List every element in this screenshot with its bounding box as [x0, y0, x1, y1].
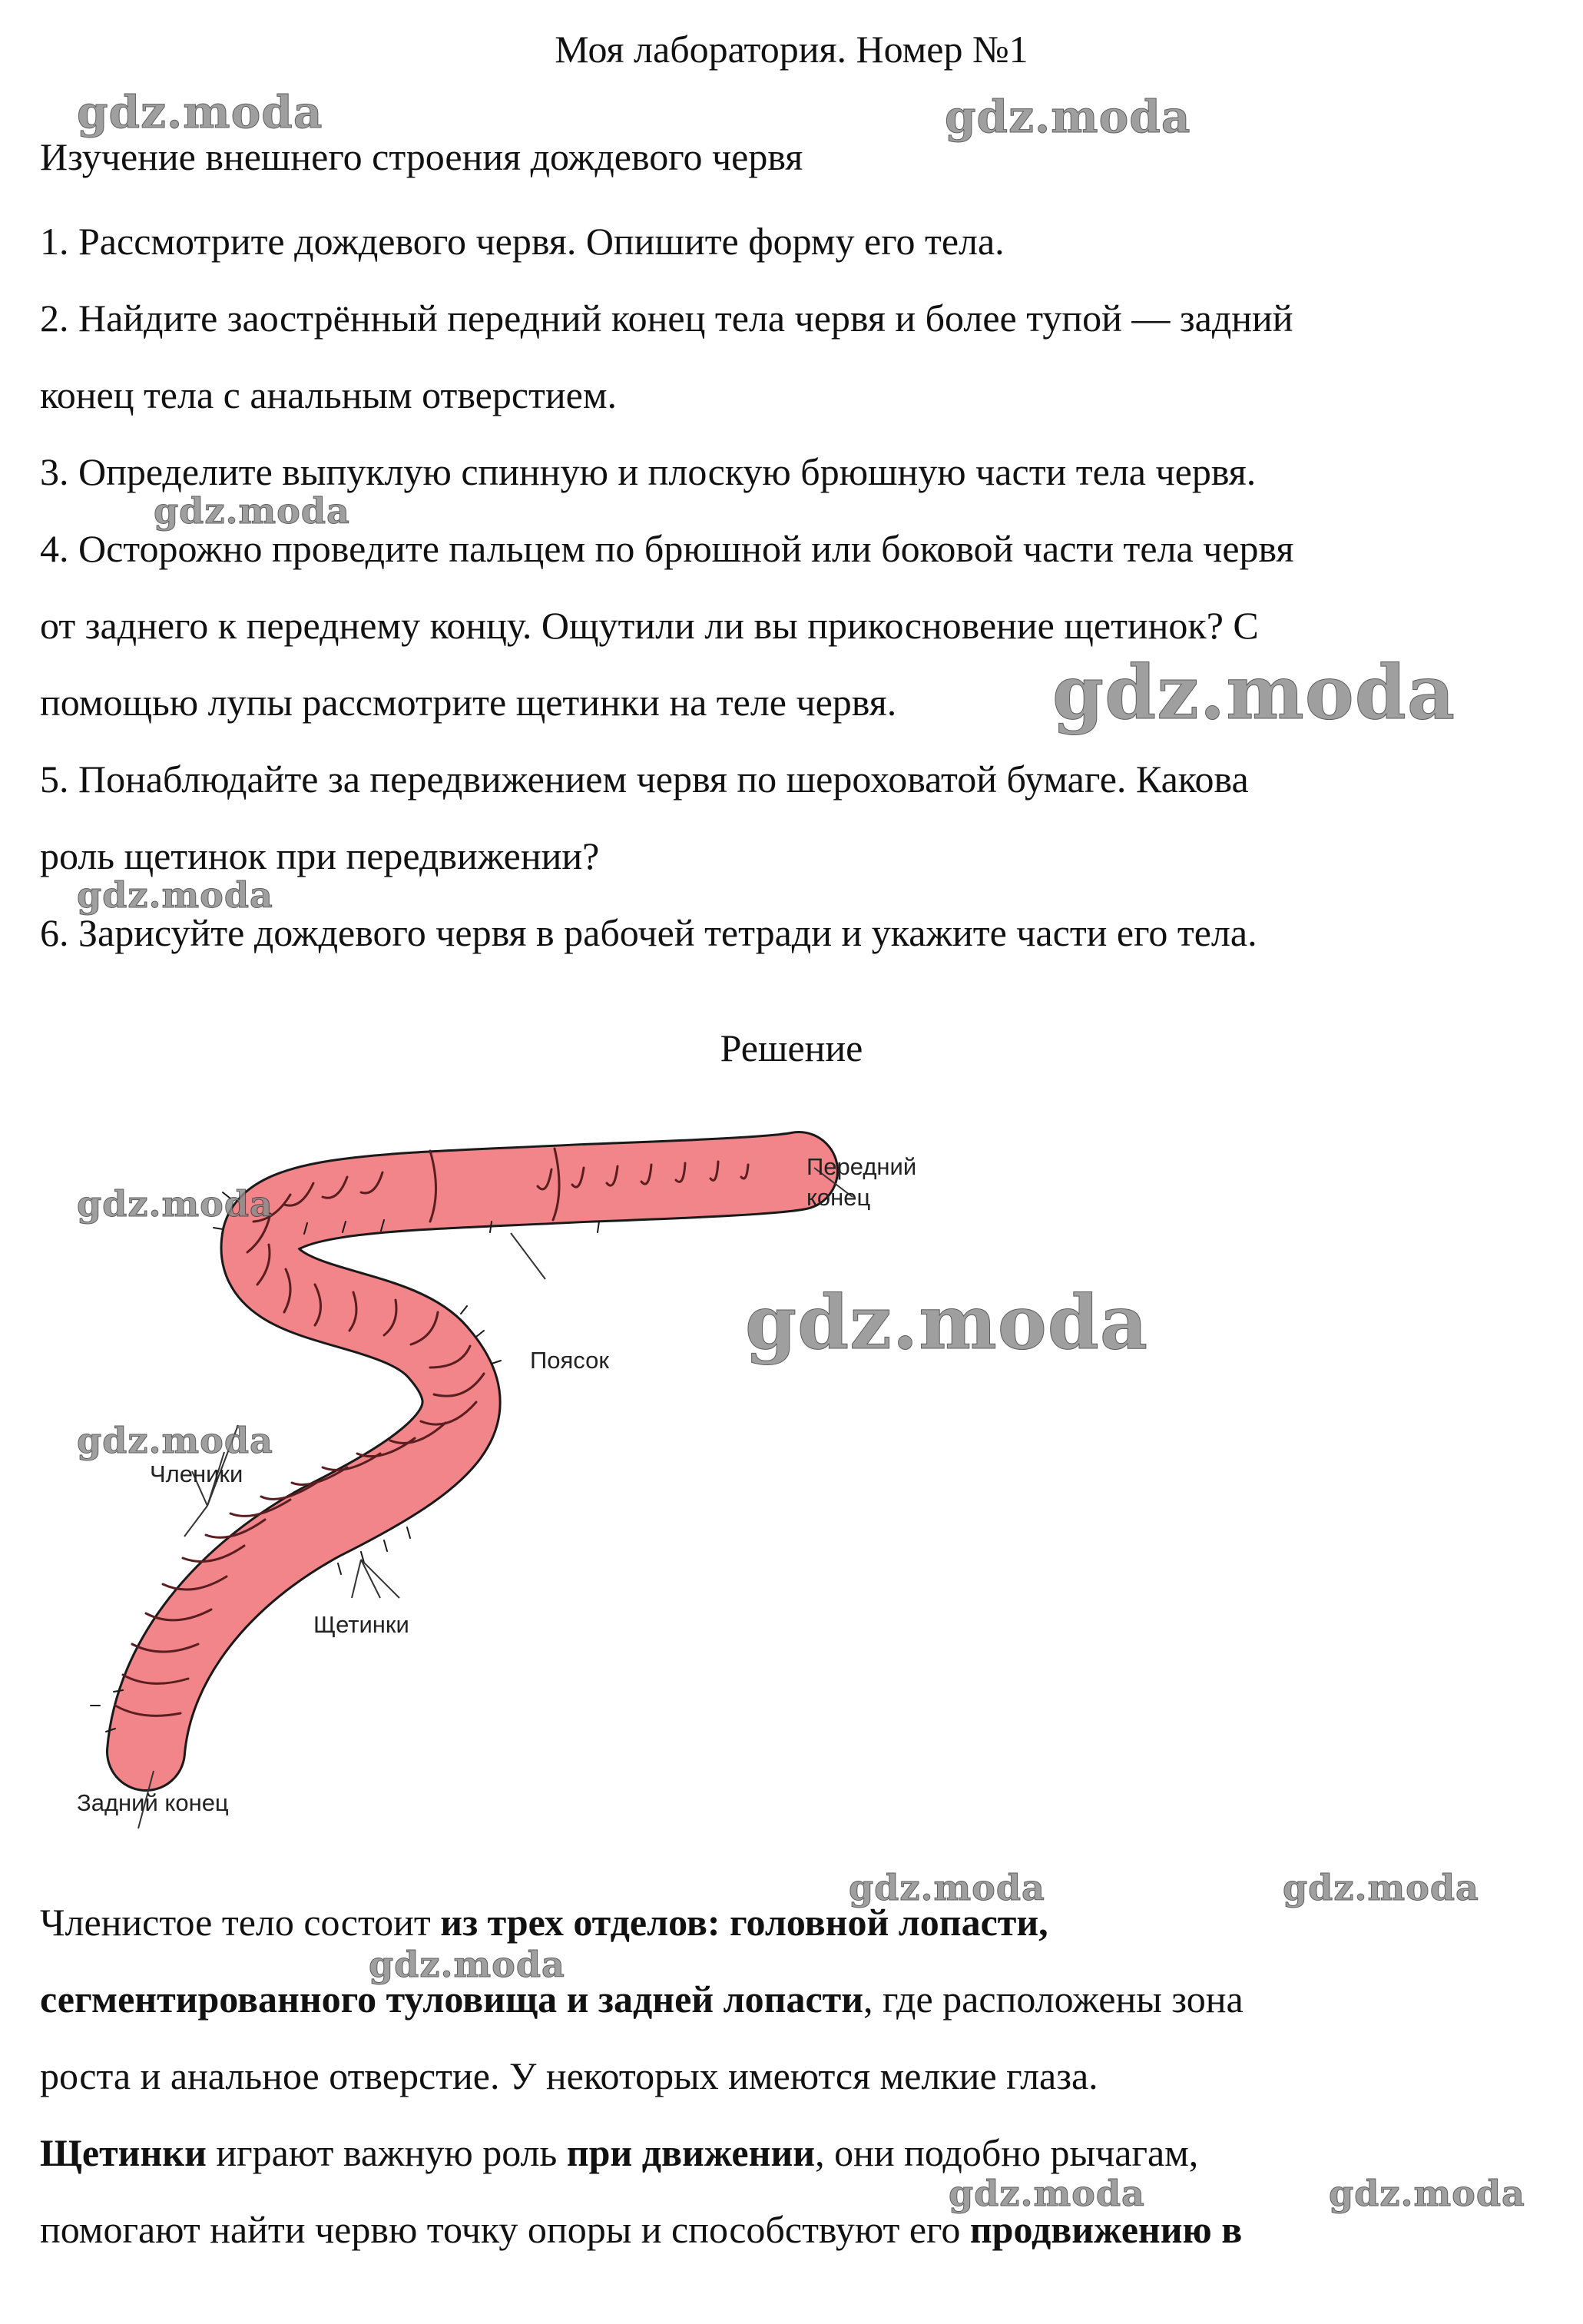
para2-text: помогают найти червю точку опоры и способствуют его: [40, 2208, 970, 2251]
task-line-2: 2. Найдите заострённый передний конец тела червя и более тупой — задний: [40, 297, 1293, 340]
label-girdle: Поясок: [530, 1347, 609, 1374]
label-rear-end: Задний конец: [77, 1789, 229, 1816]
para1-text: , где расположены зона: [863, 1978, 1244, 2021]
solution-para1-line2: [40, 1971, 1545, 2027]
watermark: gdz.moda: [945, 91, 1191, 143]
para1-bold: из трех отделов: головной лопасти,: [440, 1901, 1048, 1944]
watermark: gdz.moda: [1329, 2173, 1525, 2214]
leader-bristles: [352, 1560, 399, 1598]
leader-girdle: [511, 1233, 545, 1279]
task-line-9: роль щетинок при передвижении?: [40, 834, 600, 877]
worm-body: [146, 1171, 799, 1752]
watermark: gdz.moda: [77, 1420, 273, 1461]
solution-para2-line1: [40, 2125, 1545, 2180]
watermark: gdz.moda: [1283, 1867, 1479, 1908]
watermark: gdz.moda: [949, 2173, 1145, 2214]
solution-para2-line2: [40, 2202, 1545, 2257]
para2-bold: продвижению в: [969, 2208, 1243, 2251]
task-line-1: 1. Рассмотрите дождевого червя. Опишите форму его тела.: [40, 220, 1005, 263]
task-line-6: от заднего к переднему концу. Ощутили ли вы прикосновение щетинок? С: [40, 604, 1259, 647]
task-line-5: 4. Осторожно проведите пальцем по брюшной или боковой части тела червя: [40, 527, 1294, 570]
watermark: gdz.moda: [77, 86, 323, 138]
watermark: gdz.moda: [369, 1944, 565, 1985]
label-bristles: Щетинки: [313, 1611, 409, 1638]
label-front-end-1: Передний: [806, 1153, 917, 1180]
para2-bold: Щетинки: [40, 2131, 207, 2174]
para2-text: , они подобно рычагам,: [815, 2131, 1199, 2174]
solution-heading: Решение: [720, 1026, 863, 1069]
task-line-10: 6. Зарисуйте дождевого червя в рабочей тетради и укажите части его тела.: [40, 911, 1257, 954]
solution-para1-line3: роста и анальное отверстие. У некоторых имеются мелкие глаза.: [40, 2054, 1098, 2097]
watermark: gdz.moda: [745, 1279, 1149, 1366]
label-front-end-2: конец: [806, 1184, 871, 1211]
watermark: gdz.moda: [1052, 649, 1456, 736]
task-line-8: 5. Понаблюдайте за передвижением червя по шероховатой бумаге. Какова: [40, 758, 1249, 801]
para2-text: играют важную роль: [206, 2131, 567, 2174]
task-line-4: 3. Определите выпуклую спинную и плоскую брюшную части тела червя.: [40, 450, 1257, 493]
watermark: gdz.moda: [154, 490, 350, 532]
task-line-3: конец тела с анальным отверстием.: [40, 373, 618, 416]
para2-bold: при движении: [566, 2131, 816, 2174]
watermark: gdz.moda: [77, 874, 273, 916]
para1-bold: сегментированного туловища и задней лопасти: [40, 1978, 864, 2021]
para1-text: Членистое тело состоит: [40, 1901, 441, 1944]
watermark: gdz.moda: [849, 1867, 1045, 1908]
task-line-7: помощью лупы рассмотрите щетинки на теле червя.: [40, 681, 897, 724]
label-segments: Членики: [150, 1460, 243, 1487]
page-title: Моя лаборатория. Номер №1: [555, 28, 1028, 71]
watermark: gdz.moda: [77, 1183, 273, 1225]
task-heading: Изучение внешнего строения дождевого червя: [40, 135, 803, 178]
